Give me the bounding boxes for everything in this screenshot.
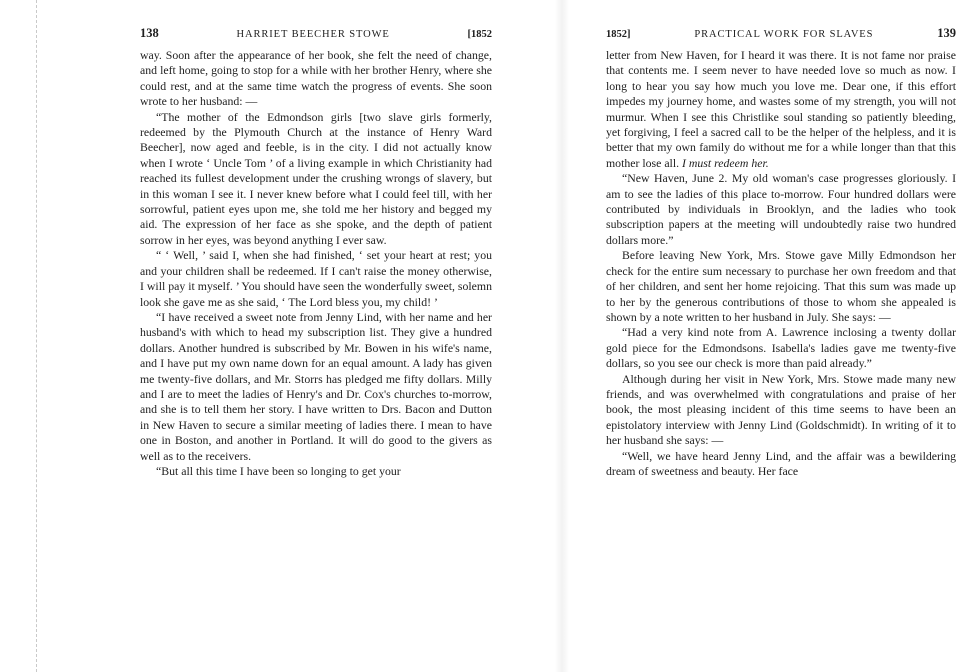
- left-paragraph: “I have received a sweet note from Jenny Lind, with her name and her husband's with which to head my subscription list. They give a hundred dollars. Another hundred is subscribed by Mr. Bowen in his wife's name, and I have put my own name down for an equal amount. A lady has given me twenty-five dollars, and Mr. Storrs has pledged me fifty dollars. Milly and I are to meet the ladies of Henry's and Dr. Cox's churches to-morrow, and she is to tell them her story. I have written to Drs. Bacon and Dutton in New Haven to secure a similar meeting of ladies there. I mean to have one in Boston, and another in Portland. It will do good to the givers as well as to the receivers.: [140, 309, 492, 463]
- right-page-header: [606, 26, 956, 48]
- right-running-title: PRACTICAL WORK FOR SLAVES: [694, 29, 874, 40]
- right-page-number: 139: [937, 26, 956, 40]
- left-year-bracket: [1852: [467, 29, 492, 40]
- left-running-title: HARRIET BEECHER STOWE: [236, 29, 390, 40]
- right-paragraph: “Had a very kind note from A. Lawrence inclosing a twenty dollar gold piece for the Edmondsons. Isabella's ladies gave me twenty-five dollars, so you see our check is more than paid already.”: [606, 325, 956, 371]
- scan-edge: [0, 0, 37, 672]
- left-paragraph: “But all this time I have been so longing to get your: [156, 463, 401, 478]
- right-paragraph: Although during her visit in New York, Mrs. Stowe made many new friends, and was overwhelmed with congratulations and praise of her book, the most pleasing incident of this time seems to have been an epistolatory interview with Jenny Lind (Goldschmidt). In writing of it to her husband she says: —: [606, 371, 956, 448]
- left-page-header: [140, 26, 492, 48]
- left-paragraph: way. Soon after the appearance of her book, she felt the need of change, and left home, going to stop for a while with her brother Henry, where she could rest, and at the same time watch the progress of events. She soon wrote to her husband: —: [140, 48, 492, 109]
- right-paragraph: “New Haven, June 2. My old woman's case progresses gloriously. I am to see the ladies of this place to-morrow. Four hundred dollars were contributed by individuals in Brooklyn, and the ladies who took subscription papers at the meeting will undoubtedly raise two hundred dollars more.”: [606, 171, 956, 247]
- left-paragraph: “ ‘ Well, ’ said I, when she had finished, ‘ set your heart at rest; you and your children shall be redeemed. If I can't raise the money otherwise, I will pay it myself. ’ You should have seen the wonderfully sweet, solemn look she gave me as she said, ‘ The Lord bless you, my child! ’: [140, 248, 492, 309]
- right-paragraph: [606, 48, 956, 171]
- right-paragraph-text: letter from New Haven, for I heard it was there. It is not fame nor praise that contents me. I seem never to have needed love so much as now. I long to hear you say how much you love me. Dear one, if this effort impedes my journey home, and wastes some of my strength, you will not murmur. When I see this Christlike soul standing so patiently bleeding, yet forgiving, I feel a sacred call to be the helper of the helpless, and it is better that my own family do without me for a while longer than that this mother lose all.: [606, 48, 956, 170]
- left-page-number: 138: [140, 26, 159, 40]
- right-year-bracket: 1852]: [606, 29, 631, 40]
- left-paragraph: “The mother of the Edmondson girls [two slave girls formerly, redeemed by the Plymouth Church at the instance of Henry Ward Beecher], now aged and feeble, is in the city. I did not actually know when I wrote ‘ Uncle Tom ’ of a living example in which Christianity had reached its fullest development under the crushing wrongs of slavery, but in this woman I see it. I never knew before what I could feel till, with her sorrowful, patient eyes upon me, she told me her history and begged my aid. The expression of her face as she spoke, and the depth of patient sorrow in her eyes, was beyond anything I ever saw.: [140, 109, 492, 247]
- right-page: [606, 26, 956, 479]
- book-gutter: [555, 0, 569, 672]
- right-paragraph: “Well, we have heard Jenny Lind, and the affair was a bewildering dream of sweetness and beauty. Her face: [606, 448, 956, 478]
- right-paragraph: Before leaving New York, Mrs. Stowe gave Milly Edmondson her check for the entire sum necessary to purchase her own freedom and that of her children, and sent her home rejoicing. That this sum was made up to her by the generous contributions of those to whom she appealed is shown by a note written to her husband in July. She says: —: [606, 248, 956, 324]
- italic-quote: I must redeem her.: [682, 155, 769, 170]
- left-page: [140, 26, 492, 479]
